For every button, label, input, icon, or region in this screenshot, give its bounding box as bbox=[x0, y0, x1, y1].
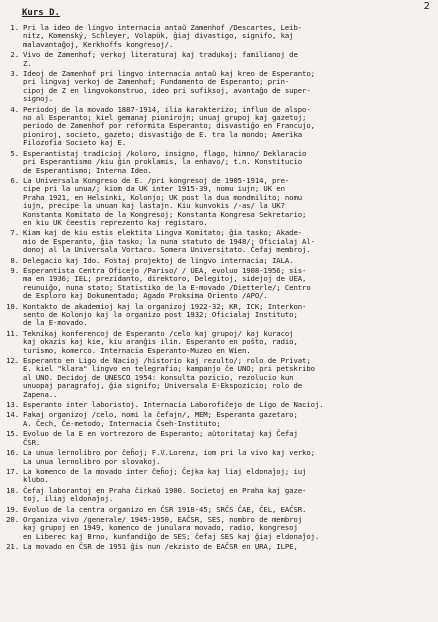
item-line: Zapena.. bbox=[23, 389, 58, 399]
list-item bbox=[4, 411, 432, 428]
item-line: Vivo de Zamenhof; verkoj literaturaj kaj tradukaj; familianoj de bbox=[23, 50, 298, 60]
item-text bbox=[23, 411, 432, 428]
item-line: nitz, Komenský, Schleyer, Volapük, ĝiaj divastigo, signifo, kaj bbox=[23, 31, 294, 41]
item-line: Konstanta Komitato de la Kongresoj; Konstanta Kongresa Sekretario; bbox=[23, 209, 307, 219]
course-title: Kurs D. bbox=[22, 8, 60, 18]
item-line: La Universala Kongreso de E. /pri kongresoj de 1905-1914, pre- bbox=[23, 175, 290, 185]
item-line: E. kiel "klara" lingvo en telegrafio; kampanjo ĉe UNO; pri petskribo bbox=[23, 364, 315, 374]
item-number: 17. bbox=[6, 466, 19, 476]
item-line: Z. bbox=[23, 58, 32, 68]
list-item bbox=[4, 401, 432, 409]
item-text bbox=[23, 401, 432, 409]
list-item bbox=[4, 150, 432, 175]
item-number: 1. bbox=[10, 23, 19, 32]
list-item bbox=[4, 357, 432, 399]
item-line: periodo de Zamenhof por reformita Esperanto; disvastiĝo en Francujo, bbox=[23, 121, 315, 131]
item-number: 10. bbox=[6, 301, 19, 311]
list-item bbox=[4, 487, 432, 504]
list-item bbox=[4, 229, 432, 254]
item-line: Praha 1921, en Helsinki, Kolonjo; UK post la dua mondmilito; nomu bbox=[23, 192, 303, 202]
item-text bbox=[23, 506, 432, 514]
item-line: Evoluo de la centra organizo en ĈSR 1918-45; SRĈS ĈAE, ĈEL, EAĈSR. bbox=[23, 504, 307, 514]
item-line: pri Esperantismo /kiu ĝin proklamis, la enhavo/; t.n. Konstitucio bbox=[23, 157, 303, 167]
item-line: Filozofia Societo kaj E. bbox=[23, 138, 127, 148]
item-line: sento de Kolonjo kaj la organizo post 1932; Oficialaj Instituto; bbox=[23, 310, 298, 319]
item-line: malavantaĝoj, Kerkhoffs kongresoj/. bbox=[23, 39, 174, 49]
item-line: signoj. bbox=[23, 94, 54, 104]
numbered-list bbox=[4, 24, 432, 554]
item-line: ĈSR. bbox=[23, 437, 41, 447]
item-text bbox=[23, 430, 432, 447]
item-number: 12. bbox=[6, 356, 19, 366]
list-item bbox=[4, 106, 432, 148]
list-item bbox=[4, 430, 432, 447]
item-line: Ideoj de Zamenhof pri lingvo internacia antaŭ kaj kreo de Esperanto; bbox=[23, 69, 315, 79]
item-text bbox=[23, 177, 432, 227]
item-line: La unua lernolibro por ĉeĥoj; F.V.Lorenz, iom pri la vivo kaj verko; bbox=[23, 448, 315, 458]
item-line: no al Esperanto; kiel gemanaj pionirojn; unuaj grupoj kaj gazetoj; bbox=[23, 113, 307, 123]
item-line: Esperantista Centra Oficejo /Pariso/ / UEA, evoluo 1908-1956; sis- bbox=[23, 265, 307, 275]
item-line: de la E-movado. bbox=[23, 318, 88, 328]
list-item bbox=[4, 51, 432, 68]
item-line: toj, iliaj eldonaĵoj. bbox=[23, 494, 114, 504]
item-line: Teknikaj konferencoj de Esperanto /celo kaj grupoj/ kaj kuracoj bbox=[23, 328, 294, 338]
item-line: turismo, komerco. Internacia Esperanto-Muzeo en Wien. bbox=[23, 345, 251, 355]
item-line: La unua lernolibro por slovakoj. bbox=[23, 456, 161, 466]
item-number: 20. bbox=[6, 514, 19, 524]
list-item bbox=[4, 543, 432, 551]
item-line: al UNO. Decidoj de UNESCO 1954: konsulta pozicio, rezolucio kun bbox=[23, 372, 294, 382]
item-text bbox=[23, 449, 432, 466]
list-item bbox=[4, 303, 432, 328]
list-item bbox=[4, 267, 432, 301]
item-text bbox=[23, 303, 432, 328]
item-number: 9. bbox=[10, 265, 19, 275]
item-number: 2. bbox=[10, 50, 19, 60]
list-item bbox=[4, 257, 432, 265]
item-number: 7. bbox=[10, 228, 19, 238]
item-number: 14. bbox=[6, 410, 19, 420]
item-number: 21. bbox=[6, 542, 19, 552]
item-line: Fakaj organizoj /celo, nomi la ĉefajn/, MEM; Esperanta gazetaro; bbox=[23, 410, 298, 420]
item-line: Esperanto en Ligo de Nacioj /historio kaj rezulto/; rolo de Privat; bbox=[23, 356, 311, 366]
item-number: 6. bbox=[10, 175, 19, 185]
item-number: 16. bbox=[6, 448, 19, 458]
item-line: de Esploro kaj Dokumentado; Agado Proksima Oriento /APO/. bbox=[23, 291, 268, 301]
list-item bbox=[4, 330, 432, 355]
item-line: Pri la ideo de lingvo internacia antaŭ Zamenhof /Descartes, Leib- bbox=[23, 23, 303, 32]
item-line: unuopaj paragrafoj, ĝia signifo; Universala E-Ekspozicio; rolo de bbox=[23, 381, 303, 391]
list-item bbox=[4, 468, 432, 485]
item-line: de Esperantismo; Interna Ideo. bbox=[23, 165, 152, 175]
list-item bbox=[4, 70, 432, 104]
item-line: kaj okazis kaj kie, kiu aranĝis ilin. Esperanto en poŝto, radio, bbox=[23, 337, 298, 347]
item-text bbox=[23, 330, 432, 355]
item-line: iujn, precipe la unuan kaj lastajn. Kiu kunvokis /-as/ la UK? bbox=[23, 201, 285, 211]
item-line: pioniroj, societo, gazeto; disvastiĝo de E. tra la mondo; Amerika bbox=[23, 129, 303, 139]
page-number: 2 bbox=[423, 1, 430, 12]
item-text bbox=[23, 267, 432, 301]
item-line: La movado en ĈSR de 1951 ĝis nun /ekzisto de EAĈSR en URA, ILPE, bbox=[23, 542, 298, 552]
item-text bbox=[23, 516, 432, 541]
item-line: Evoluo de la E en vortrezoro de Esperanto; aŭtoritataj kaj Ĉefaj bbox=[23, 429, 298, 439]
item-number: 15. bbox=[6, 429, 19, 439]
item-text bbox=[23, 150, 432, 175]
list-item bbox=[4, 24, 432, 49]
item-number: 19. bbox=[6, 504, 19, 514]
item-line: en kiu UK ĉeestis reprezento kaj registaro. bbox=[23, 217, 208, 227]
item-text bbox=[23, 543, 432, 551]
list-item bbox=[4, 449, 432, 466]
item-line: en Liberec kaj Brno, kunfandiĝo de SES; ĉefaj SES kaj ĝiaj eldonaĵoj. bbox=[23, 531, 320, 541]
item-line: pri lingvaj verkoj de Zamenhof; Fundamento de Esperanto; prin- bbox=[23, 77, 290, 87]
item-number: 18. bbox=[6, 485, 19, 495]
item-line: Kontakto de akademioj kaj la organizoj 1922-32; KR, ICK; Interkon- bbox=[23, 301, 307, 311]
item-line: cipe pri la unua/; kiom da UK inter 1915-39, nomu iujn; UK en bbox=[23, 184, 285, 194]
item-text bbox=[23, 24, 432, 49]
item-text bbox=[23, 106, 432, 148]
item-line: Periodoj de la movado 1887-1914, ilia karakterizo; influo de alspo- bbox=[23, 104, 311, 114]
item-line: klubo. bbox=[23, 475, 49, 485]
item-line: Organiza vivo /generale/ 1945-1950, EAĈSR, SES, nombro de membroj bbox=[23, 514, 303, 524]
item-line: kaj grupoj en 1949, komenco de junulara movado, radio, kongresoj bbox=[23, 523, 298, 533]
item-text bbox=[23, 487, 432, 504]
item-number: 13. bbox=[6, 400, 19, 410]
item-number: 8. bbox=[10, 255, 19, 265]
item-line: ma en 1936; IEL; prezidanto, direktoro, Delegitoj, sidejoj de UEA, bbox=[23, 274, 307, 284]
item-number: 11. bbox=[6, 328, 19, 338]
item-number: 4. bbox=[10, 104, 19, 114]
item-text bbox=[23, 229, 432, 254]
item-line: reunuiĝo, nuna stato; Statistiko de la E-movado /Dietterle/; Centro bbox=[23, 282, 311, 292]
item-text bbox=[23, 357, 432, 399]
item-line: A. Ĉech, Ĉe-metodo, Internacia Ĉseh-Instituto; bbox=[23, 418, 221, 428]
item-text bbox=[23, 51, 432, 68]
item-number: 3. bbox=[10, 69, 19, 79]
item-text bbox=[23, 257, 432, 265]
item-line: mio de Esperanto, ĝia tasko; la nuna statuto de 1948/; Oficialaj Al- bbox=[23, 236, 315, 246]
item-text bbox=[23, 468, 432, 485]
item-text bbox=[23, 70, 432, 104]
item-line: La komenco de la movado inter ĉeĥoj; Ĉejka kaj liaj eldonaĵoj; iuj bbox=[23, 466, 307, 476]
item-line: Kiam kaj de kiu estis elektita Lingva Komitato; ĝia tasko; Akade- bbox=[23, 228, 303, 238]
item-line: Esperanto inter laboristoj. Internacia Laborofiĉejo de Ligo de Nacioj. bbox=[23, 400, 324, 410]
item-line: Delegacio kaj Ido. Fostaj projektoj de lingvo internacia; IALA. bbox=[23, 255, 294, 265]
item-line: cipoj de Z en lingvokonstruo, ideo pri sufiksoj, avantaĝo de super- bbox=[23, 85, 311, 95]
item-number: 5. bbox=[10, 148, 19, 158]
list-item bbox=[4, 177, 432, 227]
list-item bbox=[4, 506, 432, 514]
list-item bbox=[4, 516, 432, 541]
item-line: Esperantistaj tradicioj /koloro, insigno, flago, himno/ Deklaracio bbox=[23, 148, 307, 158]
item-line: Ĉefaj laborantoj en Praha ĉirkaŭ 1900. Societoj en Praha kaj gaze- bbox=[23, 485, 307, 495]
item-line: donoj al la Universala Vortaro. Somera Universitato. Ĉefaj membroj. bbox=[23, 245, 311, 255]
